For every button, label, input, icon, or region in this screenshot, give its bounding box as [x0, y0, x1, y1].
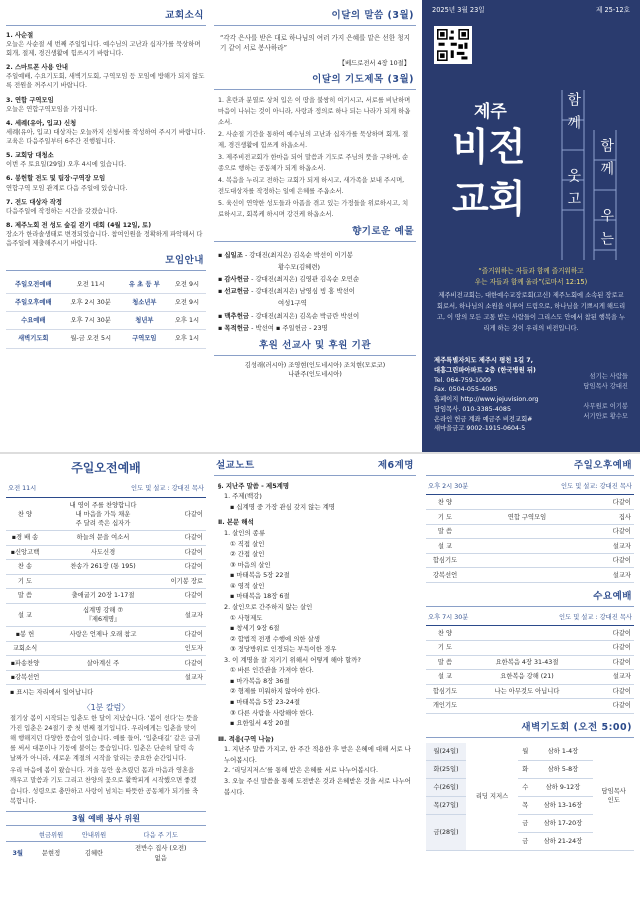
sermon-line: ③ 정당방위로 인정되는 부득이한 경우 [230, 645, 337, 654]
pm-content [464, 553, 590, 568]
am-content [44, 641, 162, 656]
pm-content [464, 496, 590, 510]
sermon-line: Ⅲ. 적용(구역 나눔) [218, 734, 274, 743]
pm-item: 설 교 [426, 539, 464, 554]
pm-row [426, 539, 634, 554]
am-subhead [6, 483, 206, 497]
cover-panel [422, 0, 640, 452]
staff-line: 사무원로 이기봉 [583, 403, 628, 411]
offering-names: - 강대진(최지은) 김옥순 박선이 이기봉 [242, 250, 353, 259]
slogan-line-2: 우는 자들과 함께 울라”(로마서 12:15) [474, 277, 588, 286]
am-row [6, 670, 206, 685]
news-item-body: 이번 주 토요일(29일) 오후 4시에 있습니다. [6, 161, 127, 169]
offering-type: 십일조 [224, 250, 243, 259]
verse-ref: 【베드로전서 4장 10절】 [338, 59, 410, 67]
dawn-text: 삼하 1-4장 [533, 743, 594, 761]
column-p2: 우리 마음에 봄이 왔습니다. 겨울 동안 움츠렸던 몸과 마음과 영혼을 깨우고 말씀과 기도 그리고 찬양의 꽃으로 활짝피게 시작했으면 좋겠습니다. 성령으로 충만하고 사랑이 넘치는 따뜻한 공동체가 되기를 축복합니다. [10, 767, 199, 805]
am-leader: 다같이 [162, 531, 206, 546]
prayer-list [214, 95, 416, 220]
offering-line [218, 285, 412, 297]
offering-line [218, 322, 412, 334]
am-item: 기 도 [6, 574, 44, 589]
church-name-jeju: 제주 [474, 102, 507, 122]
svc-val-usher: 김혜란 [84, 849, 104, 857]
pm-leader: 설교자 [590, 539, 634, 554]
address-line: 새마을금고 9002-1915-0604-5 [434, 425, 526, 433]
offering-bullet: ▪ [218, 275, 225, 284]
pm-row [426, 568, 634, 583]
dawn-title: 새벽기도회 (오전 5:00) [426, 720, 634, 738]
vertical-word-4: 우는 [598, 208, 615, 254]
prayer-item: 2. 사순절 기간을 통하여 예수님의 고난과 십자가를 묵상하며 회개, 절제, 경건생활에 힘쓰게 하옵소서. [218, 130, 409, 149]
meet-row [6, 276, 206, 294]
other-services-column [426, 458, 634, 902]
meet-row [6, 330, 206, 348]
svc-val-prayer: 전반수 집사 (오전) 없음 [134, 845, 187, 862]
sermon-line: ▪ 십계명 중 가장 관심 갖지 않는 계명 [230, 502, 335, 511]
dawn-text: 삼하 5-8장 [533, 760, 594, 778]
svc-head-prayer: 다음 주 기도 [115, 830, 206, 842]
svc-val-offering: 문현정 [41, 849, 61, 857]
pm-item: 말 씀 [426, 524, 464, 539]
prayer-item: 3. 제주비전교회가 한마음 되어 말씀과 기도로 주님의 뜻을 구하며, 순종으로 행하는 공동체가 되게 하옵소서. [218, 153, 409, 172]
wed-leader: 다같이 [590, 655, 634, 670]
sermon-line: ▪ 마가복음 8장 36절 [230, 676, 290, 685]
offering-type: 맥추헌금 [224, 311, 250, 320]
meet-cell: 청소년부 [121, 294, 168, 312]
news-list [6, 31, 206, 249]
sermon-line: ① 직접 살인 [230, 539, 265, 548]
prayer-item: 4. 복음을 누리고 전하는 교회가 되게 하시고, 새가족을 보내 주시며, 전도대상자를 작정하는 일에 은혜를 주옵소서. [218, 176, 405, 195]
news-item-heading: 1. 사순절 [6, 31, 34, 39]
am-service-column [6, 458, 206, 902]
sermon-line: ② 형제를 미워하지 않아야 한다. [230, 687, 320, 696]
am-leader: 다같이 [162, 499, 206, 531]
staff-line: 서기안로 황수모 [583, 413, 628, 421]
meet-cell: 오후 2시 30분 [61, 294, 121, 312]
wed-leader: 설교자 [590, 670, 634, 685]
wed-title: 수요예배 [426, 589, 634, 607]
offering-names: - 박선여 ▪ 주일헌금 - 23명 [249, 323, 328, 332]
am-content: 출애굽기 20장 1-17절 [44, 589, 162, 604]
pm-content [464, 539, 590, 554]
address-line: 담임목사. 010-3385-4085 [434, 405, 511, 413]
meet-cell: 수요예배 [6, 312, 61, 330]
meet-row [6, 312, 206, 330]
meet-cell: 오후 1시 [168, 312, 206, 330]
wed-leader: 다같이 [590, 684, 634, 699]
sermon-line: ③ 다른 사람을 사랑해야 한다. [230, 708, 314, 717]
church-name-vision: 비전 [452, 124, 526, 169]
wed-row [426, 684, 634, 699]
pm-row [426, 496, 634, 510]
offering-bullet: ▪ [218, 323, 225, 332]
am-leader: 인도자 [162, 641, 206, 656]
sermon-line: ▪ 마태복음 5장 23-24절 [230, 698, 301, 707]
am-content: 찬송가 261장 (통 195) [44, 560, 162, 575]
news-item-body: 다음주일에 작정하는 시간을 갖겠습니다. [6, 207, 118, 215]
am-row [6, 560, 206, 575]
offering-line [218, 261, 412, 273]
sermon-line: 3. 이 계명을 잘 지키기 위해서 어떻게 해야 할까? [224, 655, 361, 664]
am-time: 오전 11시 [8, 485, 37, 493]
sermon-line: ① 바른 인간관을 가져야 한다. [230, 666, 314, 675]
sermon-line: 1. 살인의 종류 [224, 529, 266, 538]
am-item: 교회소식 [6, 641, 44, 656]
wed-leader: 다같이 [590, 627, 634, 641]
pm-row [426, 553, 634, 568]
news-item-heading: 8. 제주노회 전 성도 숲길 걷기 대회 (4월 12일, 토) [6, 221, 152, 229]
wed-content: 요한복음 강해 (21) [464, 670, 590, 685]
pm-row [426, 510, 634, 525]
qr-code-icon[interactable] [434, 26, 472, 64]
am-item: ▪신앙고백 [6, 545, 44, 560]
dawn-text: 삼하 9-12장 [533, 778, 594, 796]
am-title: 주일오전예배 [71, 461, 141, 475]
offering-title: 향기로운 예물 [214, 224, 416, 242]
address-line: Tel. 064-759-1009 [434, 376, 492, 384]
bulletin-issue: 제 25-12호 [596, 6, 630, 14]
fold-divider [0, 452, 640, 454]
sermon-line: 2. 살인으로 간주하지 않는 살인 [224, 602, 313, 611]
offering-type: 목적헌금 [224, 323, 250, 332]
dawn-short: 화 [518, 760, 532, 778]
support-title: 후원 선교사 및 후원 기관 [214, 338, 416, 356]
offering-names: 황수모(김혜련) [278, 262, 321, 271]
am-row [6, 545, 206, 560]
sermon-outline [214, 481, 416, 797]
address-line: 온라인 헌금 계좌 예금주 비전교회# [434, 415, 533, 423]
offering-line [218, 273, 412, 285]
pm-content [464, 524, 590, 539]
wed-leader: 다같이 [590, 699, 634, 714]
meet-cell: 오전 11시 [61, 276, 121, 294]
wed-content: 요한복음 4장 31-43절 [464, 655, 590, 670]
dawn-day: 월(24일) [426, 743, 466, 761]
pm-time: 오후 2시 30분 [428, 482, 469, 490]
wed-content: 나는 아무것도 아닙니다 [464, 684, 590, 699]
ladder-decoration [542, 50, 632, 265]
am-row [6, 531, 206, 546]
am-content: 하늘의 문을 여소서 [44, 531, 162, 546]
dawn-short: 목 [518, 796, 532, 814]
am-row [6, 574, 206, 589]
svc-head-offering: 현금위원 [30, 830, 73, 842]
address-line: 대흥그린파아파트 2층 (한국병원 뒤) [434, 366, 536, 374]
pm-item: 합심기도 [426, 553, 464, 568]
am-leader: 이기봉 장로 [162, 574, 206, 589]
pm-row [426, 524, 634, 539]
wed-row [426, 627, 634, 641]
offering-bullet: ▪ [218, 287, 225, 296]
sermon-line: ③ 마음의 살인 [230, 560, 271, 569]
am-leader: 다같이 [162, 656, 206, 671]
meet-cell: 주일오전예배 [6, 276, 61, 294]
monthly-verse: “각각 은사를 받은 대로 하나님의 여러 가지 은혜를 맡은 선한 청지기 같이 서로 봉사하라” [220, 33, 410, 53]
am-leader: 설교자 [162, 670, 206, 685]
am-row [6, 499, 206, 531]
svc-title: 3월 예배 봉사 위원 [6, 811, 206, 827]
staff-line [583, 392, 628, 402]
offering-list [214, 247, 416, 336]
pm-item: 강복선언 [426, 568, 464, 583]
pm-leader: 다같이 [590, 524, 634, 539]
sermon-line: ▪ 마태복음 18장 6절 [230, 592, 290, 601]
svc-table [6, 830, 206, 864]
am-content [44, 670, 162, 685]
offering-type: 감사헌금 [224, 275, 250, 284]
meet-title: 모임안내 [6, 253, 206, 271]
wed-item: 찬 양 [426, 627, 464, 641]
sermon-line: ② 합법적 전쟁 수행에 의한 살생 [230, 634, 320, 643]
news-item [6, 96, 206, 114]
am-content: 내 영이 주를 찬양합니다 내 마음을 가득 채운 주 달려 죽은 십자가 [44, 499, 162, 531]
news-item-heading: 4. 세례(유아, 입교) 신청 [6, 119, 77, 127]
sermon-line: ② 간접 살인 [230, 550, 265, 559]
am-item: ▪봉 헌 [6, 627, 44, 642]
news-item [6, 31, 206, 58]
dawn-day: 화(25일) [426, 760, 466, 778]
am-row [6, 603, 206, 627]
sermon-line: §. 지난주 말씀 - 제5계명 [218, 481, 290, 490]
prayer-item: 5. 육신이 연약한 성도들과 아픔을 겪고 있는 가정들을 위로하시고, 치료하시고, 회복케 하시며 강건케 하옵소서. [218, 199, 409, 218]
dawn-leader: 담임목사 인도 [593, 743, 634, 851]
wed-item: 합심기도 [426, 684, 464, 699]
wed-content [464, 699, 590, 714]
am-item: ▪파송찬양 [6, 656, 44, 671]
address-line: 제주특별자치도 제주시 평천 1길 7, [434, 357, 533, 364]
wed-item: 말 씀 [426, 655, 464, 670]
news-item-body: 오늘은 연합구역모임을 가집니다. [6, 105, 98, 113]
am-leader: 설교자 [162, 603, 206, 627]
column-title: 〈1분 칼럼〉 [82, 702, 130, 712]
word-column [214, 8, 416, 448]
support-line-1: 김성래(러시아) 조영현(인도네시아) 조치현(모로코) [244, 361, 386, 369]
staff-line: 담임목사 강대진 [583, 383, 628, 391]
dawn-short: 금 [518, 833, 532, 851]
offering-names: 여성1구역 [278, 299, 307, 308]
meet-cell: 오후 1시 [168, 330, 206, 348]
am-item: ▪강복선언 [6, 670, 44, 685]
pm-item: 기 도 [426, 510, 464, 525]
dawn-table [426, 743, 634, 852]
am-item: 찬 송 [6, 560, 44, 575]
am-row [6, 627, 206, 642]
bulletin-date: 2025년 3월 23일 [432, 6, 485, 14]
pm-leader: 다같이 [590, 553, 634, 568]
am-content [44, 574, 162, 589]
pm-content: 연합 구역모임 [464, 510, 590, 525]
am-item: ▪경 배 송 [6, 531, 44, 546]
slogan-line-1: “즐거워하는 자들과 함께 즐거워하고 [478, 267, 584, 275]
cover-slogan [432, 266, 630, 287]
dawn-text: 삼하 17-20장 [533, 815, 594, 833]
sermon-title: 설교노트 [216, 460, 255, 471]
sermon-line: ▪ 마태복음 5장 22절 [230, 571, 290, 580]
wed-item: 개인기도 [426, 699, 464, 714]
sermon-line: 2. ‘리딩지저스’를 통해 받은 은혜를 서로 나누어봅시다. [224, 766, 379, 775]
am-lead: 인도 및 설교 : 강대진 목사 [131, 485, 204, 493]
pm-subhead [426, 481, 634, 495]
staff-line: 섬기는 사람들 [589, 373, 628, 380]
news-title: 교회소식 [6, 8, 206, 26]
word-title: 이달의 말씀 (3월) [214, 8, 416, 26]
offering-names: - 강대진(최지은) 김옥순 박금란 박선이 [249, 311, 360, 320]
news-item [6, 174, 206, 192]
news-item-heading: 7. 전도 대상자 작정 [6, 198, 62, 206]
meet-cell: 주일오후예배 [6, 294, 61, 312]
offering-type: 선교헌금 [224, 287, 250, 296]
meet-cell: 월-금 오전 5시 [61, 330, 121, 348]
sermon-header [214, 458, 416, 476]
meet-cell: 오후 7시 30분 [61, 312, 121, 330]
pm-lead: 인도 및 설교: 강대진 목사 [561, 482, 632, 490]
news-item-heading: 6. 봉헌할 전도 및 팀장·구역장 모임 [6, 175, 106, 183]
church-name-church: 교회 [452, 176, 526, 221]
meet-cell: 새벽기도회 [6, 330, 61, 348]
dawn-day: 목(27일) [426, 796, 466, 814]
standing-note: ▪ 표시는 자리에서 일어납니다 [10, 689, 94, 697]
am-content: 사도신경 [44, 545, 162, 560]
am-content: 십계명 강해 ⑦ 『제6계명』 [44, 603, 162, 627]
address-line: 홈페이지 http://www.jejuvision.org [434, 396, 539, 403]
wed-row [426, 699, 634, 714]
wed-row [426, 655, 634, 670]
sermon-line: 1. 지난주 말씀 가지고, 한 주간 적용한 후 받은 은혜에 대해 서로 나누어봅시다. [224, 745, 411, 764]
news-item-heading: 5. 교회당 대청소 [6, 152, 54, 160]
sermon-line: 3. 오늘 주신 말씀을 통해 도전받은 것과 은혜받은 것을 서로 나누어봅시다. [224, 776, 411, 796]
sermon-line: ① 사형제도 [230, 613, 263, 622]
news-item-heading: 3. 연합 구역모임 [6, 96, 54, 104]
dawn-day: 금(28일) [426, 815, 466, 851]
am-leader: 다같이 [162, 560, 206, 575]
pm-order-table [426, 496, 634, 583]
sermon-line: ④ 영적 살인 [230, 581, 265, 590]
offering-line [218, 310, 412, 322]
dawn-day: 수(26일) [426, 778, 466, 796]
dawn-text: 삼하 13-16장 [533, 796, 594, 814]
sermon-subtitle: 제6계명 [377, 460, 414, 471]
news-item-heading: 2. 스마트폰 사용 안내 [6, 64, 69, 72]
vertical-word-3: 함께 [598, 138, 615, 184]
meet-cell: 오전 9시 [168, 294, 206, 312]
pm-title: 주일오후예배 [426, 458, 634, 476]
vertical-word-2: 웃고 [565, 168, 582, 214]
news-item [6, 198, 206, 216]
news-item [6, 119, 206, 146]
church-address [434, 356, 562, 434]
news-column [6, 8, 206, 448]
dawn-program: 리딩 지저스 [466, 743, 518, 851]
meet-cell: 청년부 [121, 312, 168, 330]
am-order-table [6, 499, 206, 686]
news-item-body: 주일예배, 수요기도회, 새벽기도회, 구역모임 등 모임에 방해가 되지 않도록 전원을 꺼주시기 바랍니다. [6, 73, 205, 90]
prayer-title: 이달의 기도제목 (3월) [214, 72, 416, 90]
am-leader: 다같이 [162, 545, 206, 560]
news-item [6, 221, 206, 248]
sermon-line: 1. 주제(백강) [224, 492, 262, 501]
wed-leader: 다같이 [590, 641, 634, 656]
wed-row [426, 641, 634, 656]
pm-content [464, 568, 590, 583]
wed-lead: 인도 및 설교 : 강대진 목사 [559, 613, 632, 621]
news-item-body: 오늘은 사순절 세 번째 주일입니다. 예수님의 고난과 십자가를 묵상하며 회개, 절제, 경건생활에 힘쓰시기 바랍니다. [6, 40, 201, 58]
am-item: 설 교 [6, 603, 44, 627]
offering-line [218, 297, 412, 309]
offering-line [218, 249, 412, 261]
news-item-body: 장소가 한라솔생태로 변경되었습니다. 참여인원을 정확하게 파악해서 다음주일에 제출해주시기 바랍니다. [6, 231, 203, 248]
news-item [6, 63, 206, 90]
am-content: 살아계신 주 [44, 656, 162, 671]
meet-table [6, 276, 206, 349]
svc-month: 3월 [12, 849, 24, 857]
sermon-line: ▪ 요한일서 4장 20절 [230, 719, 290, 728]
pm-leader: 집사 [590, 510, 634, 525]
wed-content [464, 627, 590, 641]
vision-statement: 제주비전교회는, 대한예수교장로회(고신) 제주노회에 소속된 장로교회로서, 하나님의 소원을 이루어 드림으로, 하나님을 기쁘시게 해드리고, 이 땅의 모든 고통 받는 사람들이 그리스도 안에서 참된 행복을 누리게 하는 것이 우리의 비전입니다. [436, 292, 626, 333]
am-row [6, 656, 206, 671]
prayer-item: 1. 혼란과 분열로 상처 입은 이 땅을 불쌍히 여기시고, 서로를 비난하며 마음이 나뉘는 것이 아니라, 사랑과 정의로 하나 되는 나라가 되게 하옵소서. [218, 96, 411, 126]
vertical-word-1: 함께 [565, 92, 582, 138]
support-line-2: 나관주(인도네시아) [288, 370, 342, 378]
am-item: 찬 양 [6, 499, 44, 531]
news-item-body: 세례(유아, 입교) 대상자는 오늘까지 신청서를 작성하여 주시기 바랍니다. 교육은 다음주일부터 6주간 진행됩니다. [6, 128, 206, 146]
wed-time: 오후 7시 30분 [428, 613, 469, 621]
meet-cell: 유 초 등 부 [121, 276, 168, 294]
sermon-line: ▪ 창세기 9장 6절 [230, 624, 280, 633]
dawn-row [426, 743, 634, 761]
am-row [6, 589, 206, 604]
offering-names: - 강대진(최지은) 남영심 빙 홍 박선이 [249, 287, 355, 296]
offering-names: - 강대진(최지은) 김영관 김옥순 오민순 [249, 275, 360, 284]
wed-item: 설 교 [426, 670, 464, 685]
sermon-line: Ⅱ. 본문 해석 [218, 518, 254, 527]
wed-row [426, 670, 634, 685]
dawn-short: 금 [518, 815, 532, 833]
am-leader: 다같이 [162, 627, 206, 642]
am-leader: 다같이 [162, 589, 206, 604]
meet-row [6, 294, 206, 312]
staff-list [583, 372, 628, 422]
pm-leader: 다같이 [590, 496, 634, 510]
wed-subhead [426, 612, 634, 626]
offering-bullet: ▪ [218, 311, 225, 320]
am-item: 말 씀 [6, 589, 44, 604]
meet-cell: 구역모임 [121, 330, 168, 348]
pm-leader: 설교자 [590, 568, 634, 583]
dawn-short: 월 [518, 743, 532, 761]
svc-head-usher: 안내위원 [73, 830, 116, 842]
news-item-body: 연합구역 모임 관계로 다음 주일에 있습니다. [6, 184, 128, 192]
pm-item: 찬 양 [426, 496, 464, 510]
address-line: Fax. 0504-055-4085 [434, 386, 498, 394]
column-p1: 절기상 봄이 시작되는 입춘도 한 달이 지났습니다. ‘봄이 선다’는 뜻을 가진 입춘은 24절기 중 첫 번째 절기입니다. 우리에게는 입춘을 맞이해 행해지던 다양한 풍습이 있습니다. 예를 들어, ‘입춘대길’ 같은 글귀를 써서 대문이나 기둥에 붙이는 풍습입니다. 입춘은 단순히 달력 속 날짜가 아니라, 새로운 계절의 시작을 알리는 중요한 순간입니다. [10, 715, 201, 763]
offering-bullet: ▪ [218, 250, 225, 259]
meet-cell: 오전 9시 [168, 276, 206, 294]
dawn-short: 수 [518, 778, 532, 796]
wed-order-table [426, 627, 634, 714]
sermon-column [214, 458, 416, 902]
am-row [6, 641, 206, 656]
news-item [6, 151, 206, 169]
wed-content [464, 641, 590, 656]
wed-item: 기 도 [426, 641, 464, 656]
am-content: 사랑은 언제나 오래 참고 [44, 627, 162, 642]
dawn-text: 삼하 21-24장 [533, 833, 594, 851]
